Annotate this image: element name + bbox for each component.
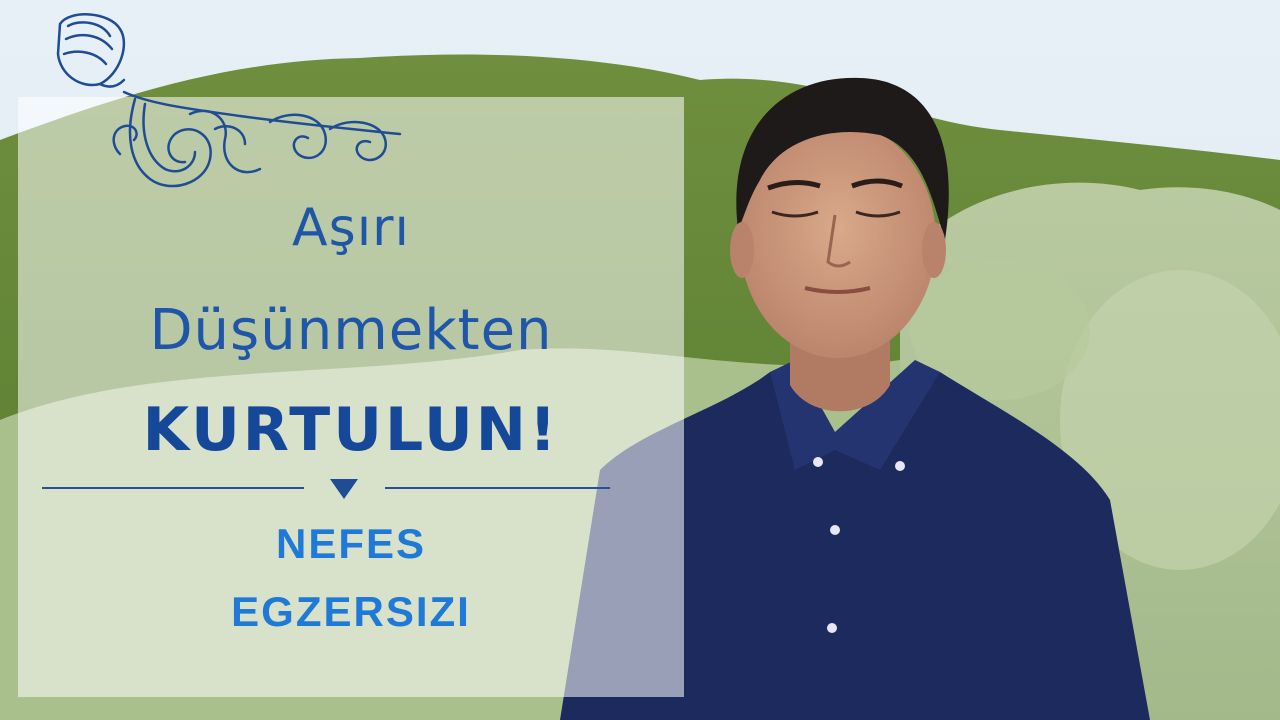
down-triangle-icon [330,479,358,499]
subtitle-line-2: EGZERSIZI [231,588,471,635]
ear [922,222,946,278]
title-line-1: Aşırı [292,198,410,258]
title-line-3: KURTULUN! [142,395,560,465]
divider-left [42,487,304,489]
shirt-button [813,457,823,467]
divider-right [385,487,610,489]
shirt-button [895,461,905,471]
wind-god-illustration-icon [40,4,420,214]
title-line-2: Düşünmekten [149,298,553,363]
shirt-button [827,623,837,633]
ear [730,222,754,278]
subtitle-line-1: NEFES [275,520,427,567]
shirt-button [830,525,840,535]
